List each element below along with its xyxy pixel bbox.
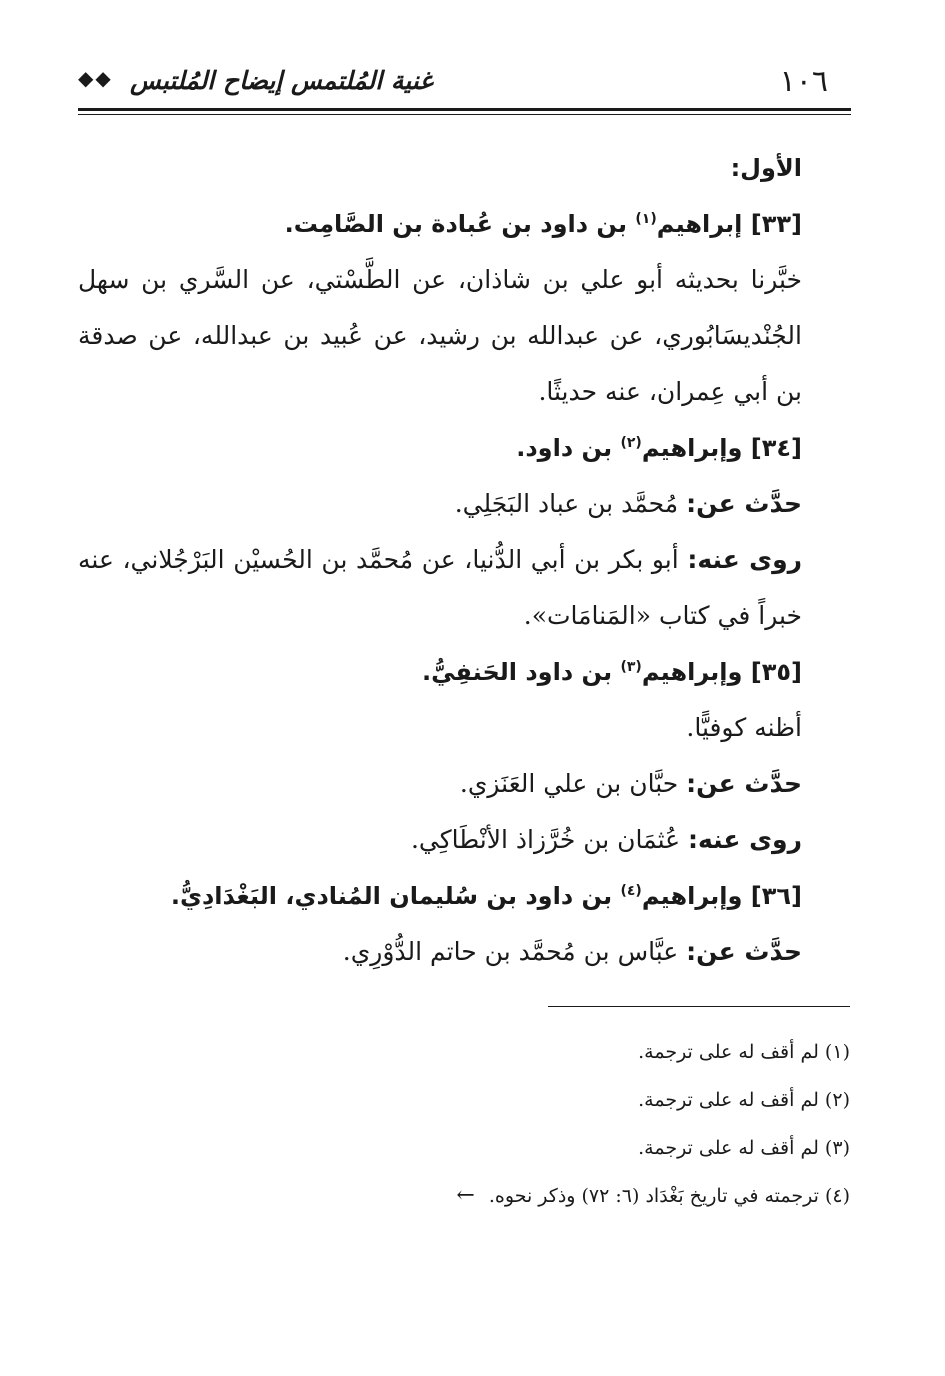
- haddath-text: عبَّاس بن مُحمَّد بن حاتم الدُّوْرِي.: [342, 937, 679, 966]
- header-rule-thin: [78, 114, 851, 115]
- entry-number: [٣٣]: [750, 210, 802, 238]
- rawa-label: روى عنه:: [688, 825, 802, 854]
- entry-34-heading: [78, 420, 850, 476]
- entry-36-heading: [78, 868, 850, 924]
- footnote-3: (٣) لم أقف له على ترجمة.: [638, 1137, 850, 1159]
- entry-35-heading: [78, 644, 850, 700]
- entry-34-haddath: [78, 476, 850, 532]
- main-text: [78, 140, 850, 980]
- footnote-2: (٢) لم أقف له على ترجمة.: [638, 1089, 850, 1111]
- entry-number: [٣٤]: [750, 434, 802, 462]
- haddath-label: حدَّث عن:: [686, 769, 802, 798]
- rawa-label: روى عنه:: [687, 545, 802, 574]
- footnote-separator: [548, 1006, 850, 1007]
- footnote-ref[interactable]: (١): [635, 211, 657, 227]
- haddath-text: مُحمَّد بن عباد البَجَلِي.: [454, 489, 679, 518]
- entry-35-haddath: [78, 756, 850, 812]
- entry-34-rawa: [78, 532, 850, 644]
- entry-number: [٣٥]: [750, 658, 802, 686]
- footnote-1: (١) لم أقف له على ترجمة.: [638, 1041, 850, 1063]
- entry-name-rest: بن داود بن عُبادة بن الصَّامِت.: [284, 210, 628, 238]
- entry-33-heading: [78, 196, 850, 252]
- entry-name-rest: بن داود بن سُليمان المُنادي، البَغْدَادِيُّ.: [170, 882, 613, 910]
- footnote-ref[interactable]: (٣): [620, 659, 642, 675]
- entry-35-rawa: [78, 812, 850, 868]
- section-label: الأول:: [730, 154, 802, 182]
- continuation-arrow-icon: ←: [456, 1183, 475, 1208]
- footnote-4-text: (٤) ترجمته في تاريخ بَغْدَاد (٦: ٧٢) وذكر نحوه.: [488, 1185, 850, 1207]
- footnotes: [78, 1028, 850, 1220]
- entry-35-note: أظنه كوفيًّا.: [686, 713, 802, 742]
- entry-name: إبراهيم: [656, 210, 743, 238]
- running-title: غنية المُلتمس إيضاح المُلتبس: [130, 66, 433, 95]
- entry-36-haddath: [78, 924, 850, 980]
- entry-33-paragraph: خبَّرنا بحديثه أبو علي بن شاذان، عن الطَّسْتي، عن السَّري بن سهل الجُنْديسَابُوري، عن عبدالله بن رشيد، عن عُبيد بن عبدالله، عن صدقة بن أبي عِمران، عنه حديثًا.: [78, 265, 802, 406]
- footnote-ref[interactable]: (٤): [620, 883, 642, 899]
- entry-name: وإبراهيم: [641, 434, 743, 462]
- haddath-text: حبَّان بن علي العَنَزي.: [459, 769, 679, 798]
- page-header: [78, 58, 850, 104]
- rawa-text: أبو بكر بن أبي الدُّنيا، عن مُحمَّد بن الحُسيْن البَرْجُلاني، عنه خبراً في كتاب «المَنامَات».: [78, 545, 802, 630]
- page-number: ١٠٦: [779, 64, 828, 99]
- entry-name: وإبراهيم: [641, 658, 743, 686]
- entry-number: [٣٦]: [750, 882, 802, 910]
- rawa-text: عُثمَان بن خُرَّزاذ الأنْطَاكِي.: [410, 825, 681, 854]
- footnote-4: [78, 1172, 850, 1220]
- entry-name-rest: بن داود.: [516, 434, 613, 462]
- header-rule: [78, 108, 851, 111]
- haddath-label: حدَّث عن:: [686, 489, 802, 518]
- entry-name-rest: بن داود الحَنفِيُّ.: [422, 658, 613, 686]
- header-ornament: ◆◆: [78, 66, 113, 90]
- footnote-ref[interactable]: (٢): [620, 435, 642, 451]
- entry-name: وإبراهيم: [641, 882, 743, 910]
- haddath-label: حدَّث عن:: [686, 937, 802, 966]
